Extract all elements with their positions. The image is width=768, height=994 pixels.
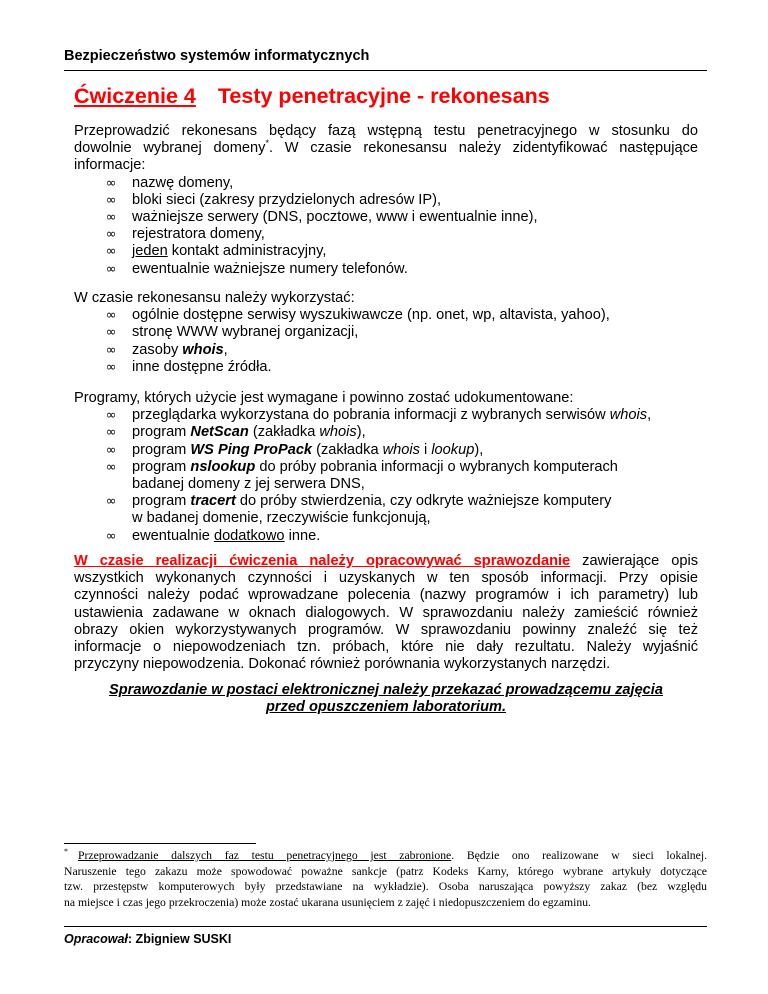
bullet-icon: ∞ (105, 308, 117, 324)
running-header: Bezpieczeństwo systemów informatycznych (64, 48, 370, 64)
bullet-icon: ∞ (105, 425, 117, 441)
report-paragraph (74, 553, 698, 673)
bullet-icon: ∞ (105, 244, 117, 260)
footer-divider (64, 926, 707, 927)
list-item: ∞ bloki sieci (zakresy przydzielonych adresów IP), (103, 192, 698, 209)
intro-line: informacje: (74, 157, 146, 174)
intro-paragraph (74, 123, 698, 278)
bullet-icon: ∞ (105, 227, 117, 243)
list-item: ∞ ważniejsze serwery (DNS, pocztowe, www i ewentualnie inne), (103, 209, 698, 226)
list-item: ∞ program NetScan (zakładka whois), (103, 424, 698, 441)
list-item: ∞ ogólnie dostępne serwisy wyszukiwawcze (np. onet, wp, altavista, yahoo), (103, 307, 698, 324)
exercise-name: Testy penetracyjne - rekonesans (217, 84, 550, 108)
exercise-number: Ćwiczenie 4 (74, 84, 196, 108)
report-line: wszystkich wykonanych czynności i uzyskanych w ten sposób informacji. Przy opisie (74, 570, 698, 587)
programs-section (74, 390, 698, 545)
footnote-divider (64, 843, 256, 844)
footnote-line: na miejsce i czas jego przekroczenia) może zostać ukarana usunięciem z zajęć i niedopuszczeniem do egzaminu. (64, 895, 591, 909)
footnote-ref: * (265, 138, 269, 149)
intro-line: Przeprowadzić rekonesans będący fazą wstępną testu penetracyjnego w stosunku do (74, 123, 698, 139)
bullet-icon: ∞ (105, 528, 117, 544)
bullet-icon: ∞ (105, 325, 117, 341)
report-line: przyczyny niepowodzenia. Dokonać również porównania wykorzystanych narzędzi. (74, 656, 611, 673)
list-item: ∞ rejestratora domeny, (103, 226, 698, 243)
report-line: W czasie realizacji ćwiczenia należy opracowywać sprawozdanie zawierające opis (74, 553, 698, 569)
bullet-icon: ∞ (105, 408, 117, 424)
list-item: ∞ zasoby whois, (103, 342, 698, 359)
footnote-line: tzw. przestępstw komputerowych były przedstawiane na wykładzie). Osoba naruszająca powyższy zakaz (bez względu (64, 880, 707, 894)
list-item: ∞ nazwę domeny, (103, 175, 698, 192)
author-footer: Opracował: Zbigniew SUSKI (64, 932, 232, 946)
section-heading: Programy, których użycie jest wymagane i powinno zostać udokumentowane: (74, 390, 574, 406)
report-line: czynności należy podać wprowadzane polecenia (nazwy programów i ich parametry) lub (74, 587, 698, 604)
footnote-line: * Przeprowadzanie dalszych faz testu penetracyjnego jest zabronione. Będzie ono realizowane w sieci lokalnej. (64, 847, 707, 862)
list-item: ∞ program nslookup do próby pobrania informacji o wybranych komputerach badanej domeny z jej serwera DNS, (103, 459, 698, 493)
report-line: obrazy okien wykorzystywanych programów. W sprawozdaniu powinny znaleźć się też (74, 621, 698, 638)
bullet-icon: ∞ (105, 442, 117, 458)
footnote-line: Naruszenie tego zakazu może spowodować poważne sankcje (patrz Kodeks Karny, którego wybrane artykuły dotyczące (64, 864, 707, 878)
report-requirement: W czasie realizacji ćwiczenia należy opracowywać sprawozdanie (74, 553, 571, 569)
list-item: ∞ inne dostępne źródła. (103, 359, 698, 376)
intro-line: dowolnie wybranej domeny*. W czasie rekonesansu należy zidentyfikować następujące (74, 138, 698, 157)
list-item: ∞ program WS Ping ProPack (zakładka whois i lookup), (103, 442, 698, 459)
list-item: ∞ przeglądarka wykorzystana do pobrania informacji z wybranych serwisów whois, (103, 407, 698, 424)
report-line: informacje o niepowodzeniach tzn. próbach, które nie dały rezultatu. Należy wyjaśnić (74, 639, 698, 656)
submission-note: Sprawozdanie w postaci elektronicznej należy przekazać prowadzącemu zajęcia przed opuszczeniem laboratorium. (109, 682, 663, 716)
identify-list (74, 175, 698, 278)
sources-section (74, 290, 698, 376)
bullet-icon: ∞ (105, 459, 117, 475)
list-item: ∞ program tracert do próby stwierdzenia, czy odkryte ważniejsze komputery w badanej domenie, rzeczywiście funkcjonują, (103, 493, 698, 527)
header-divider (64, 70, 707, 71)
bullet-icon: ∞ (105, 359, 117, 375)
exercise-title (74, 84, 550, 109)
programs-list (74, 407, 698, 545)
sources-list (74, 307, 698, 376)
bullet-icon: ∞ (105, 210, 117, 226)
section-heading: W czasie rekonesansu należy wykorzystać: (74, 290, 355, 306)
list-item: ∞ stronę WWW wybranej organizacji, (103, 324, 698, 341)
bullet-icon: ∞ (105, 342, 117, 358)
report-line: ustawienia zadawane w oknach dialogowych. W sprawozdaniu należy zamieścić również (74, 604, 698, 621)
footnote (64, 848, 707, 910)
footnote-mark: * (64, 847, 68, 857)
bullet-icon: ∞ (105, 175, 117, 191)
bullet-icon: ∞ (105, 261, 117, 277)
list-item: ∞ jeden kontakt administracyjny, (103, 243, 698, 260)
list-item: ∞ ewentualnie ważniejsze numery telefonów. (103, 261, 698, 278)
bullet-icon: ∞ (105, 494, 117, 510)
list-item: ∞ ewentualnie dodatkowo inne. (103, 528, 698, 545)
bullet-icon: ∞ (105, 192, 117, 208)
